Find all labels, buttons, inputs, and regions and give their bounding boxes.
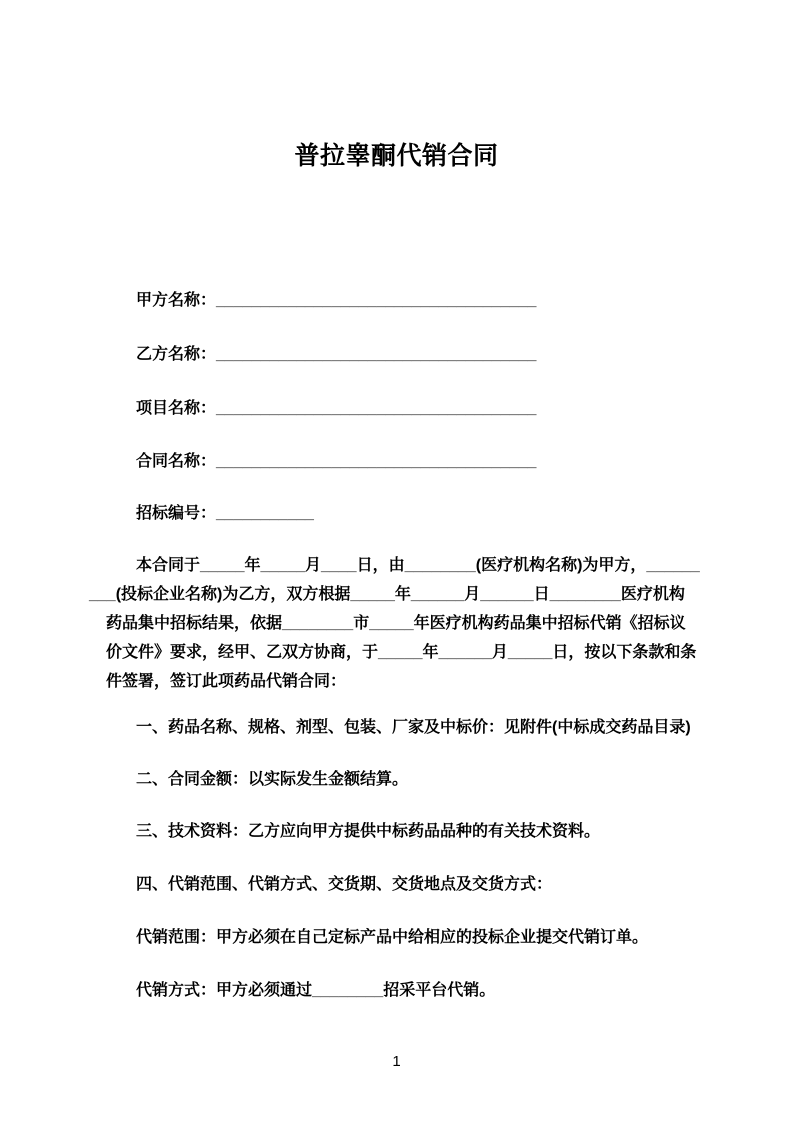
intro-line: 价文件》要求，经甲、乙双方协商，于_____年______月_____日，按以下条款和条 (106, 644, 697, 661)
clause-1-drug-info: 一、药品名称、规格、剂型、包装、厂家及中标价：见附件(中标成交药品目录) (136, 719, 691, 736)
clause-consignment-method: 代销方式：甲方必须通过________招采平台代销。 (136, 982, 496, 999)
intro-line: 件签署，签订此项药品代销合同： (106, 673, 347, 690)
field-label: 甲方名称： (136, 292, 217, 309)
clause-2-contract-amount: 二、合同金额：以实际发生金额结算。 (136, 771, 409, 788)
field-party-a-name (136, 291, 536, 311)
field-contract-name (136, 452, 536, 472)
document-title: 普拉睾酮代销合同 (294, 142, 499, 170)
blank-line: ____________________________________ (216, 453, 537, 470)
page-number: 1 (392, 1053, 401, 1070)
field-label: 合同名称： (136, 453, 217, 470)
field-party-b-name (136, 345, 536, 365)
blank-line: ____________________________________ (216, 292, 537, 309)
intro-line: ___(投标企业名称)为乙方，双方根据_____年______月______日________医疗机构 (89, 586, 685, 603)
clause-4-consignment-terms: 四、代销范围、代销方式、交货期、交货地点及交货方式： (136, 876, 553, 893)
field-label: 招标编号： (136, 505, 217, 522)
field-label: 项目名称： (136, 400, 217, 417)
intro-paragraph (89, 551, 746, 696)
field-label: 乙方名称： (136, 346, 217, 363)
clause-3-technical-materials: 三、技术资料：乙方应向甲方提供中标药品品种的有关技术资料。 (136, 823, 601, 840)
intro-line: 本合同于_____年_____月____日，由________(医疗机构名称)为甲方，______ (136, 557, 700, 574)
field-tender-number (136, 504, 314, 524)
blank-line: ____________________________________ (216, 346, 537, 363)
clause-consignment-scope: 代销范围：甲方必须在自己定标产品中给相应的投标企业提交代销订单。 (136, 929, 649, 946)
intro-line: 药品集中招标结果，依据________市_____年医疗机构药品集中招标代销《招标议 (106, 615, 686, 632)
blank-line: ____________________________________ (216, 400, 537, 417)
field-project-name (136, 399, 536, 419)
blank-line: ___________ (216, 505, 314, 522)
